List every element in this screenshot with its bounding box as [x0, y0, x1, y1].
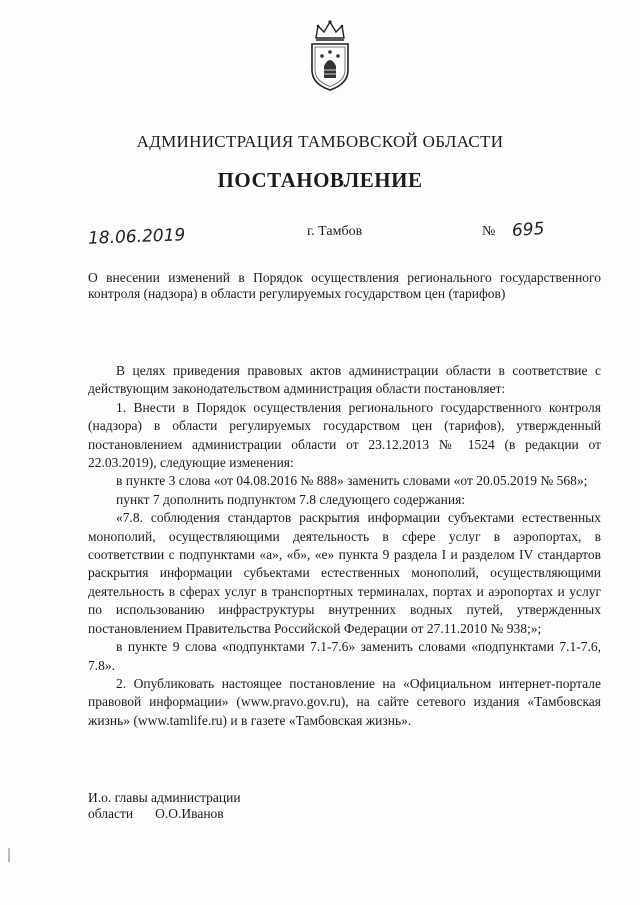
signatory-title: И.о. главы администрации: [88, 790, 241, 805]
scan-artifact: [8, 848, 10, 862]
body-paragraph: 2. Опубликовать настоящее постановление на «Официальном интернет-портале правовой информации» (www.pravo.gov.ru), на сайте сетевого издания «Тамбовская жизнь» (www.tamlife.ru) и в газете «Тамбовская жизнь».: [88, 675, 601, 728]
body-paragraph: 1. Внести в Порядок осуществления регионального государственного контроля (надзора) в области регулируемых государством цен (тарифов), утвержденный постановлением администрации области от 23.12.2013 № 1524 (в редакции от 22.03.2019), следующие изменения:: [88, 399, 601, 471]
subject-text: О внесении изменений в Порядок осуществления регионального государственного контроля (надзора) в области регулируемых государством цен (тарифов): [88, 270, 601, 301]
document-type-heading: ПОСТАНОВЛЕНИЕ: [217, 168, 423, 192]
body-paragraph: В целях приведения правовых актов администрации области в соответствие с действующим законодательством администрация области постановляет:: [88, 363, 601, 397]
body-paragraph: в пункте 3 слова «от 04.08.2016 № 888» заменить словами «от 20.05.2019 № 568»;: [116, 473, 588, 489]
signatory-name: О.О.Иванов: [155, 806, 224, 821]
number-label: №: [482, 224, 496, 239]
handwritten-number: 695: [511, 218, 546, 242]
body-paragraph: пункт 7 дополнить подпунктом 7.8 следующего содержания:: [116, 491, 466, 507]
handwritten-date: 18.06.2019: [87, 225, 186, 249]
coat-of-arms-icon: [304, 18, 356, 94]
body-paragraph: в пункте 9 слова «подпунктами 7.1-7.6» заменить словами «подпунктами 7.1-7.6, 7.8».: [88, 639, 601, 673]
body-paragraph: «7.8. соблюдения стандартов раскрытия информации субъектами естественных монополий, осуществляющими деятельность в сфере услуг в аэропортах, в соответствии с подпунктами «а», «б», «е» пункта 9 раздела I и разделом IV стандартов раскрытия информации субъектами естественных монополий, осуществляющими деятельность в сферах услуг в транспортных терминалах, портах и аэропортах и услуг по использованию инфраструктуры внутренних водных путей, утвержденных постановлением Правительства Российской Федерации от 27.11.2010 № 938;»;: [88, 510, 601, 636]
document-body: [88, 362, 601, 730]
organization-title: АДМИНИСТРАЦИЯ ТАМБОВСКОЙ ОБЛАСТИ: [136, 132, 504, 151]
city-label: г. Тамбов: [307, 224, 363, 239]
signatory-title-cont: области: [88, 806, 134, 821]
document-subject: [88, 270, 601, 302]
signatory-row: [88, 806, 241, 822]
signature-block: [88, 790, 241, 822]
